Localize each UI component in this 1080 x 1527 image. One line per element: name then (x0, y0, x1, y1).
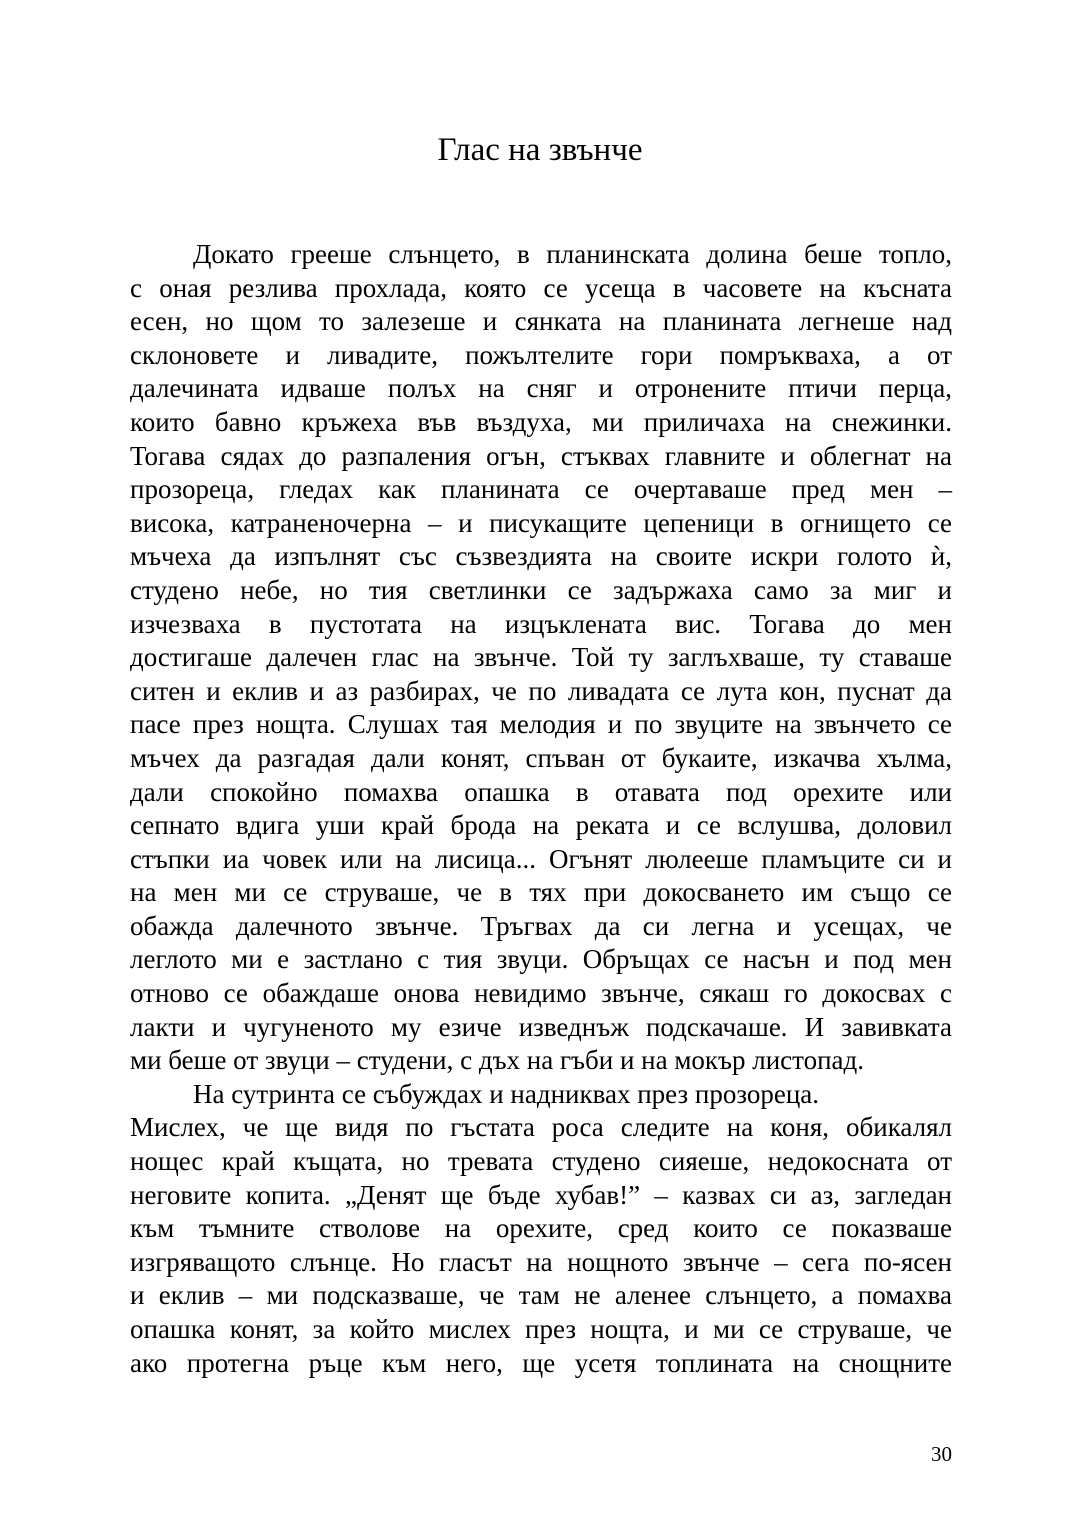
text-line: ситен и еклив и аз разбирах, че по ливадата се лута кон, пуснат да (130, 675, 952, 706)
text-line: мъчеха да изпълнят със съзвездията на своите искри голото ѝ, (130, 541, 952, 572)
body-text (130, 238, 952, 1380)
chapter-title: Глас на звънче (437, 132, 643, 168)
text-line: отново се обаждаше онова невидимо звънче, сякаш го докосвах с (130, 978, 952, 1009)
text-line: неговите копита. „Денят ще бъде хубав!” – казвах си аз, загледан (130, 1179, 952, 1210)
text-line: есен, но щом то залезеше и сянката на планината легнеше над (130, 306, 952, 337)
text-line: На сутринта се събуждах и надниквах през прозореца. (193, 1078, 820, 1109)
text-line: леглото ми е застлано с тия звуци. Обръщах се насън и под мен (130, 944, 952, 975)
text-line: Докато грееше слънцето, в планинската долина беше топло, (193, 239, 952, 269)
text-line: сепнато вдига уши край брода на реката и се вслушва, доловил (130, 810, 952, 841)
text-line: ми беше от звуци – студени, с дъх на гъби и на мокър листопад. (130, 1045, 865, 1076)
text-line: прозореца, гледах как планината се очертаваше пред мен – (130, 474, 952, 505)
text-line: стъпки иа човек или на лисица... Огънят люлееше пламъците си и (130, 843, 952, 874)
text-line: и еклив – ми подсказваше, че там не аленее слънцето, а помахва (130, 1280, 952, 1311)
text-line: към тъмните стволове на орехите, сред които се показваше (130, 1213, 952, 1244)
text-line: обажда далечното звънче. Тръгвах да си легна и усещах, че (130, 910, 952, 941)
text-line: опашка конят, за който мислех през нощта, и ми се струваше, че (130, 1314, 952, 1344)
text-line: изгряващото слънце. Но гласът на нощното звънче – сега по-ясен (130, 1246, 952, 1277)
text-line: дали спокойно помахва опашка в отавата под орехите или (130, 776, 952, 807)
text-line: ако протегна ръце към него, ще усетя топлината на снощните (130, 1347, 952, 1378)
text-line: с оная резлива прохлада, която се усеща в часовете на късната (130, 272, 952, 303)
text-line: които бавно кръжеха във въздуха, ми приличаха на снежинки. (130, 406, 952, 437)
text-line: изчезваха в пустотата на изцъклената вис. Тогава до мен (130, 608, 952, 639)
text-line: далечината идваше полъх на сняг и отронените птичи перца, (130, 373, 952, 404)
text-line: лакти и чугуненото му езиче изведнъж подскачаше. И завивката (130, 1011, 952, 1042)
text-line: достигаше далечен глас на звънче. Той ту заглъхваше, ту ставаше (130, 642, 952, 673)
text-line: пасе през нощта. Слушах тая мелодия и по звуците на звънчето се (130, 709, 952, 740)
text-line: нощес край къщата, но тревата студено сияеше, недокосната от (130, 1146, 952, 1177)
text-line: мъчех да разгадая дали конят, спъван от букаите, изкачва хълма, (130, 742, 952, 773)
text-line: на мен ми се струваше, че в тях при докосването им също се (130, 877, 952, 908)
text-line: Мислех, че ще видя по гъстата роса следите на коня, обикалял (130, 1112, 952, 1143)
text-line: склоновете и ливадите, пожълтелите гори помръкваха, а от (130, 339, 952, 370)
text-line: Тогава сядах до разпаления огън, стъквах главните и облегнат на (130, 440, 952, 471)
text-line: студено небе, но тия светлинки се задържаха само за миг и (130, 574, 952, 605)
page-number: 30 (931, 1442, 952, 1466)
text-line: висока, катраненочерна – и писукащите цепеници в огнището се (130, 507, 952, 538)
